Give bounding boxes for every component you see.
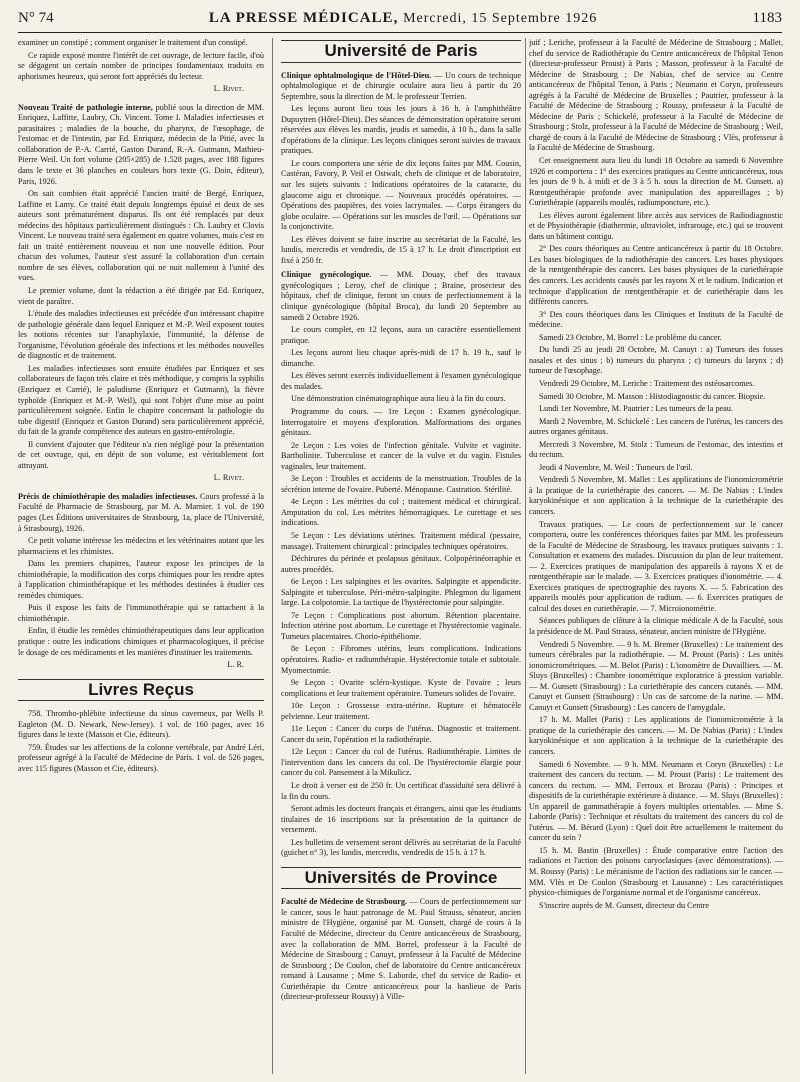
paragraph: Le cours comportera une série de dix leçons faites par MM. Cousin, Castéran, Favory, P. Veil et Ostwalt, chefs de clinique et de laboratoire, sur les sujets suivants : Indications opératoires de la cataracte, du glaucome aigu et chronique. — Nouveaux procédés opératoires. — Opérations des paupières, des voies lacrymales. — Corps étrangers du globe oculaire. — Opérations sur les muscles de l'œil. — Opérations sur la conjonctivite.: [281, 158, 521, 232]
paragraph: Le droit à verser est de 250 fr. Un certificat d'assiduité sera délivré à la fin du cours.: [281, 781, 521, 801]
schedule-item: Mardi 2 Novembre, M. Schickelé : Les cancers de l'utérus, les cancers des autres organes génitaux.: [529, 416, 783, 437]
paragraph: Les leçons auront lieu tous les jours à 16 h. à l'amphithéâtre Dupuytren (Hôtel-Dieu). Des séances de démonstration opératoire seront réservées aux élèves les mardis, jeudis et samedis, à 10 h., dans la salle d'opérations de la clinique. Les leçons cliniques seront suivies de travaux pratiques.: [281, 104, 521, 156]
book-title: Nouveau Traité de pathologie interne,: [18, 102, 153, 112]
paragraph: — MM. Douay, chef des travaux gynécologiques ; Leroy, chef de clinique ; Braine, prosecteur des hôpitaux, chef de clinique, feront un cours de perfectionnement à la clinique gynécologique (hôpital Broca), du lundi 20 Septembre au samedi 2 Octobre 1926.: [281, 270, 521, 322]
session-item: 17 h. M. Mallet (Paris) : Les applications de l'ionomicrométrie à la pratique de la curiethérapie des cancers. — M. De Nabias (Paris) : L'index karyokinésique et son application à la technique de la curiethérapie des cancers.: [529, 715, 783, 756]
paragraph: Les maladies infectieuses sont ensuite étudiées par Enriquez et ses collaborateurs de façon très claire et très méthodique, y compris la syphilis (Enriquez et Carrié), le paludisme (Enriquez et Gutmann), la fièvre typhoïde (Enriquez et M.-P. Weil), qui sont l'objet d'une mise au point particulièrement soignée. Enfin le chapitre concernant la pathologie du tube digestif (Enriquez et Gaston Durand) sera particulièrement apprécié, du fait de la grande compétence des auteurs en gastro-entérologie.: [18, 363, 264, 437]
program-item: 12e Leçon : Cancer du col de l'utérus. Radiumthérapie. Limites de l'intervention dans les cancers du col. De l'hystérectomie élargie pour cancer du col. Pansement à la Mikulicz.: [281, 747, 521, 778]
paragraph: S'inscrire auprès de M. Gunsett, directeur du Centre: [539, 900, 709, 910]
paragraph: Le premier volume, dont la rédaction a été dirigée par Ed. Enriquez, vient de paraître.: [18, 286, 264, 306]
paragraph: Le cours complet, en 12 leçons, aura un caractère essentiellement pratique.: [281, 325, 521, 345]
paragraph: Les élèves seront exercés individuellement à l'examen gynécologique des malades.: [281, 371, 521, 391]
paragraph: L'étude des maladies infectieuses est précédée d'un intéressant chapitre de pathologie générale dans lequel Enriquez et M.-P. Weil exposent toutes les notions récentes sur l'anaphylaxie, l'immunité, la défense de l'organisme, l'évolution générale des infections et les méthodes nouvelles de diagnostic et de traitement.: [18, 309, 264, 361]
paragraph: On sait combien était apprécié l'ancien traité de Bergé, Enriquez, Laffitte et Lamy. Ce traité était depuis longtemps épuisé et deux de ses auteurs sont prématurément disparus. Ils ont été remplacés par deux médecins des hôpitaux particulièrement distingués : Ch. Laubry et Clovis Vincent. Le nouveau traité sera également en quatre volumes, mais c'est en fait un traité entièrement nouveau et non une nouvelle édition. Pour chacun des volumes, l'auteur s'est assuré la collaboration d'un certain nombre de ses élèves, collaboration qui ne nuit nullement à l'unité des vues.: [18, 189, 264, 283]
paragraph: Les élèves doivent se faire inscrire au secrétariat de la Faculté, les lundis, mercredis et vendredis, de 15 à 17 h. Le droit d'inscription est fixé à 250 fr.: [281, 234, 521, 265]
session-item: Vendredi 5 Novembre. — 9 h. M. Bremer (Bruxelles) : Le traitement des tumeurs cérébrales par la radiothérapie. — M. Proust (Paris) : Les unités ionomicrométriques. — M. Belot (Paris) : L'ionomètre de Duvailliers. — M. Sluys (Bruxelles) : Chambre ionométrique exploratrice à pression variable. — M. Gunsett (Strasbourg) : La curiethérapie des cancers cutanés. — MM. Canuyt et Gunsett (Strasbourg) : Un cas de sarcome de la narine. — MM. Canuyt et Gunsett (Strasbourg) : Les cancers de l'amygdale.: [529, 639, 783, 712]
subsection-title: Clinique ophtalmologique de l'Hôtel-Dieu.: [281, 70, 432, 80]
program-item: Déchirures du périnée et prolapsus génitaux. Colpopérinéorraphie et autres procédés.: [281, 554, 521, 574]
program-item: 4e Leçon : Les métrites du col ; traitement médical et chirurgical. Amputation du col. Les métrites hémorragiques. Le curettage et ses indications.: [281, 497, 521, 528]
page-number: 1183: [752, 10, 782, 26]
book-reference: Cours professé à la Faculté de Pharmacie de Strasbourg, par M. A. Marnier. 1 vol. de 190 pages (Les Éditions universitaires de Strasbourg, 1a, place de l'Université, à Strasbourg), 1926.: [18, 491, 264, 533]
paragraph: Les leçons auront lieu chaque après-midi de 17 h. 19 h., sauf le dimanche.: [281, 348, 521, 368]
program-item: Programme du cours. — 1re Leçon : Examen gynécologique. Interrogatoire et moyens d'exploration. Malformations des organes génitaux.: [281, 406, 521, 438]
schedule-item: Samedi 30 Octobre, M. Masson : Histodiagnostic du cancer. Biopsie.: [539, 391, 766, 401]
program-item: 5e Leçon : Les déviations utérines. Traitement médical (pessaire, massage). Traitement chirurgical : principales techniques opératoires.: [281, 530, 521, 551]
session-item: 15 h. M. Bastin (Bruxelles) : Étude comparative entre l'action des radiations et l'action des poisons caryoclasiques (avec démonstrations). — M. Roussy (Paris) : Le mécanisme de l'action des radiations sur le cancer. — MM. Vlès et De Coulon (Strasbourg et Lausanne) : Les caractéristiques physico-chimiques de l'organisme normal et de l'organisme cancéreux.: [529, 845, 783, 898]
paragraph: Enfin, il étudie les remèdes chimiothérapeutiques dans leur application pratique : outre les indications chimiques et pharmacologiques, il précise le dosage de ces médicaments et les manières d'instituer les traitements.: [18, 626, 264, 657]
session-item: Samedi 6 Novembre. — 9 h. MM. Neumann et Coryn (Bruxelles) : Le traitement des cancers du rectum. — M. Proust (Paris) : Le traitement des cancers du rectum. — MM. Ferroux et Brozau (Paris) : Principes et dispositifs de la curiethérapie extérieure à distance. — M. Sluys (Bruxelles) : Un appareil de gammathérapie à foyers multiples orientables. — Mme S. Laborde (Paris) : Technique et résultats du traitement des cancers du col de l'utérus. — M. Bérard (Lyon) : Quel doit être actuellement le traitement du cancer du sein ?: [529, 759, 783, 843]
paragraph: Dans les premiers chapitres, l'auteur expose les principes de la chimiothérapie, la modification des corps chimiques pour les rendre aptes à l'application chimiothérapique et les méthodes destinées à étudier ces remèdes chimiques.: [18, 559, 264, 600]
book-title: Précis de chimiothérapie des maladies infectieuses.: [18, 491, 198, 501]
issue-number: N° 74: [18, 10, 54, 26]
paragraph: juif ; Leriche, professeur à la Faculté de Médecine de Strasbourg ; Mallet, chef du service de Radiothérapie du Centre anticancéreux de l'hôpital Tenon (directeur-professeur Proust) à Paris ; Masson, professeur à la Faculté de Médecine de Strasbourg ; De Nabias, chef de service au Centre anticancéreux de l'hôpital Tenon, à Paris ; Neumann et Coryn, professeurs agrégés à la Faculté de Médecine de Bruxelles ; Pautrier, professeur à la Faculté de Médecine de Strasbourg ; Roussy, professeur à la Faculté de Médecine de Paris ; Schickelé, professeur à la Faculté de Médecine de Strasbourg ; Stolz, professeur à la Faculté de Médecine de Strasbourg ; Weil, chargé de cours à la Faculté de Médecine de Strasbourg ; Vlès, professeur à la Faculté de Médecine de Strasbourg.: [529, 38, 783, 153]
issue-date: Mercredi, 15 Septembre 1926: [403, 11, 598, 26]
column-rule: [525, 38, 526, 1074]
paragraph: Une démonstration cinématographique aura lieu à la fin du cours.: [291, 394, 506, 404]
program-item: 10e Leçon : Grossesse extra-utérine. Rupture et hématocèle pelvienne. Leur traitement.: [281, 701, 521, 721]
paragraph: examiner un constipé ; comment organiser le traitement d'un constipé.: [18, 38, 248, 47]
paragraph: Les élèves auront également libre accès aux services de Radiodiagnostic et de Physiothérapie (diathermie, ultraviolet, infrarouge, etc.) qui se trouvent dans un bâtiment contigu.: [529, 210, 783, 241]
schedule-item: Vendredi 5 Novembre, M. Mallet : Les applications de l'ionomicrométrie à la pratique de la curiethérapie des cancers. — M. De Nabias : L'index karyokinésique et son application à la technique de la curiethérapie des cancers.: [529, 475, 783, 516]
paragraph: Puis il expose les faits de l'immunothérapie qui se rattachent à la chimiothérapie.: [18, 603, 264, 623]
program-item: 11e Leçon : Cancer du corps de l'utérus. Diagnostic et traitement. Cancer du sein, l'opération et la radiothérapie.: [281, 724, 521, 744]
column-right: [529, 38, 783, 1074]
list-item: 758. Thrombo-phlébite infectieuse du sinus caverneux, par Wells P. Eagleton (M. D. Newark, New-Jersey). 1 vol. de 160 pages, avec 16 figures dans le texte (Masson et Cie, éditeurs).: [18, 709, 264, 740]
column-middle: [281, 38, 521, 1074]
paragraph: 2° Des cours théoriques au Centre anticancéreux à partir du 18 Octobre. Les bases biologiques de la radiothérapie des cancers. Les bases physiques de la rœntgenthérapie des cancers. Les bases physiques de la curiethérapie des cancers. Les accidents causés par les rayons X et le radium. Indication et technique d'application de rœntgenthérapie et de curiethérapie dans les différents cancers.: [529, 244, 783, 307]
paragraph: Travaux pratiques. — Le cours de perfectionnement sur le cancer comportera, outre les conférences théoriques faites par MM. les professeurs de la Faculté de Médecine de Strasbourg, les travaux pratiques suivants : 1. Consultation et examens des malades. Discussion du plan de leur traitement. — 2. Exercices pratiques de manipulation des appareils à rayons X et de rœntgenthérapie sur le malade. — 3. Exercices pratiques d'ionométrie. — 4. Exercices pratiques de spectrographie des rayons X. — 5. Fabrication des appareils moulés pour application de radium. — 6. Exercices pratiques de calcul des doses en curiethérapie. — 7. Microionométrie.: [529, 519, 783, 613]
paragraph: Séances publiques de clôture à la clinique médicale A de la Faculté, sous la présidence de M. Paul Strauss, sénateur, ancien ministre de l'Hygiène.: [529, 616, 783, 636]
paragraph: 3° Des cours théoriques dans les Cliniques et Instituts de la Faculté de médecine.: [529, 309, 783, 330]
page-header: [18, 10, 782, 33]
column-rule: [272, 38, 273, 1074]
column-left: [18, 38, 264, 1074]
paragraph: Cet enseignement aura lieu du lundi 18 Octobre au samedi 6 Novembre 1926 et comportera : 1° des exercices pratiques au Centre anticancéreux, tous les jours de 9 h. à midi et de 3 à 5 h. sous la direction de M. Gunsett. a) Rœntgenthérapie profonde avec manipulation des appareillages ; b) Curiethérapie (appareils moulés, radiumponcture, etc.).: [529, 156, 783, 208]
section-title: Livres Reçus: [18, 679, 264, 702]
book-reference: publié sous la direction de MM. Enriquez, Laffitte, Laubry, Ch. Vincent. Tome I. Maladies infectieuses et parasitaires ; maladies de la bouche, du pharynx, de l'œsophage, de l'estomac et de l'intestin, par Ed. Enriquez, médecin de la Pitié, avec la collaboration de P.-A. Carrié, Gaston Durand, R.-A. Gutmann, Mathieu-Pierre Weil. Un fort volume (205×285) de 1.528 pages, avec 188 figures dans le texte et 36 planches en couleurs hors texte (G. Doin, éditeur), Paris, 1926.: [18, 102, 264, 186]
section-title: Universités de Province: [281, 867, 521, 890]
schedule-item: Lundi 1er Novembre, M. Pautrier : Les tumeurs de la peau.: [539, 404, 733, 414]
paragraph: Seront admis les docteurs français et étrangers, ainsi que les étudiants titulaires de 16 inscriptions sur la présentation de la quittance de versement.: [281, 804, 521, 835]
subsection-title: Faculté de Médecine de Strasbourg.: [281, 897, 408, 907]
subsection-title: Clinique gynécologique.: [281, 270, 372, 280]
program-item: 8e Leçon : Fibromes utérins, leurs complications. Indications opératoires. Radio- et radiumthérapie. Hystérectomie totale et subtotale. Myomectomie.: [281, 644, 521, 675]
schedule-item: Mercredi 3 Novembre, M. Stolz : Tumeurs de l'estomac, des intestins et du rectum.: [529, 439, 783, 460]
paragraph: — Cours de perfectionnement sur le cancer, sous le haut patronage de M. Paul Strauss, sénateur, ancien ministre de l'Hygiène, organisé par M. Gunsett, chargé de cours à la Faculté de Médecine, directeur du Centre anticancéreux de Strasbourg, avec la collaboration de MM. Borrel, professeur à la Faculté de Médecine de Strasbourg ; Canuyt, professeur à la Faculté de Médecine de Strasbourg ; De Coulon, chef de laboratoire du Centre anticancéreux romand à Lausanne ; Mme S. Laborde, chef du service de Radio- et Curiethérapie du Centre anticancéreux pour la banlieue de Paris (directeur-professeur Roussy) à Ville-: [281, 897, 521, 1002]
paragraph: Ce rapide exposé montre l'intérêt de cet ouvrage, de lecture facile, d'où se dégagent un certain nombre de principes fondamentaux traduits en aphorismes heureux, qui seront fort appréciés du lecteur.: [18, 50, 264, 81]
signature: L. Rivet.: [213, 473, 244, 483]
program-item: 6e Leçon : Les salpingites et les ovarites. Salpingite et appendicite. Salpingite et tuberculose. Péri-métro-salpingite. Phlegmon du ligament large. La colpotomie. La tactique de l'hystérectomie pour salpingite.: [281, 577, 521, 608]
paragraph: — Un cours de technique ophtalmologique et de chirurgie oculaire aura lieu à partir du 20 Septembre, sous la direction de M. le professeur Terrien.: [281, 70, 521, 101]
list-item: 759. Études sur les affections de la colonne vertébrale, par André Léri, professeur agrégé à la Faculté de Médecine de Paris. 1 vol. de 526 pages, avec 115 figures (Masson et Cie, éditeurs).: [18, 742, 264, 773]
program-item: 3e Leçon : Troubles et accidents de la menstruation. Troubles de la sécrétion interne de l'ovaire. Puberté. Ménopause. Castration. Stérilité.: [281, 474, 521, 494]
paragraph: Il convient d'ajouter que l'éditeur n'a rien négligé pour la présentation de cet ouvrage, qui, en dépit de son volume, est véritablement fort attrayant.: [18, 439, 264, 470]
schedule-item: Du lundi 25 au jeudi 28 Octobre, M. Canuyt : a) Tumeurs des fosses nasales et des sinus ; b) tumeurs du pharynx ; c) tumeurs du larynx ; d) tumeur de l'œsophage.: [529, 345, 783, 376]
program-item: 9e Leçon : Ovarite scléro-kystique. Kyste de l'ovaire ; leurs complications et leur traitement opératoire. Tumeurs solides de l'ovaire.: [281, 678, 521, 698]
program-item: 2e Leçon : Les voies de l'infection génitale. Vulvite et vaginite. Bartholinite. Tuberculose et cancer de la vulve et du vagin. Fistules vaginales, leur traitement.: [281, 440, 521, 471]
paragraph: Ce petit volume intéresse les médecins et les vétérinaires autant que les pharmaciens et les chimistes.: [18, 536, 264, 556]
signature: L. Rivet.: [213, 84, 244, 94]
section-title: Université de Paris: [281, 40, 521, 63]
paragraph: Les bulletins de versement seront délivrés au secrétariat de la Faculté (guichet n° 3), les lundis, mercredis, vendredis de 15 h. à 17 h.: [281, 837, 521, 858]
signature: L. R.: [227, 660, 244, 670]
journal-name: LA PRESSE MÉDICALE: [208, 10, 394, 26]
program-item: 7e Leçon : Complications post abortum. Rétention placentaire. Infection utérine post abortum. Le curettage et l'hystérectomie vaginale. Tumeurs placentaires. Chorio-épithéliome.: [281, 610, 521, 641]
schedule-item: Jeudi 4 Novembre, M. Weil : Tumeurs de l'œil.: [539, 462, 693, 472]
schedule-item: Vendredi 29 Octobre, M. Leriche : Traitement des ostéosarcomes.: [539, 378, 755, 388]
journal-title: LA PRESSE MÉDICALE, Mercredi, 15 Septembre 1926: [208, 10, 598, 26]
schedule-item: Samedi 23 Octobre, M. Borrel : Le problème du cancer.: [539, 332, 722, 342]
